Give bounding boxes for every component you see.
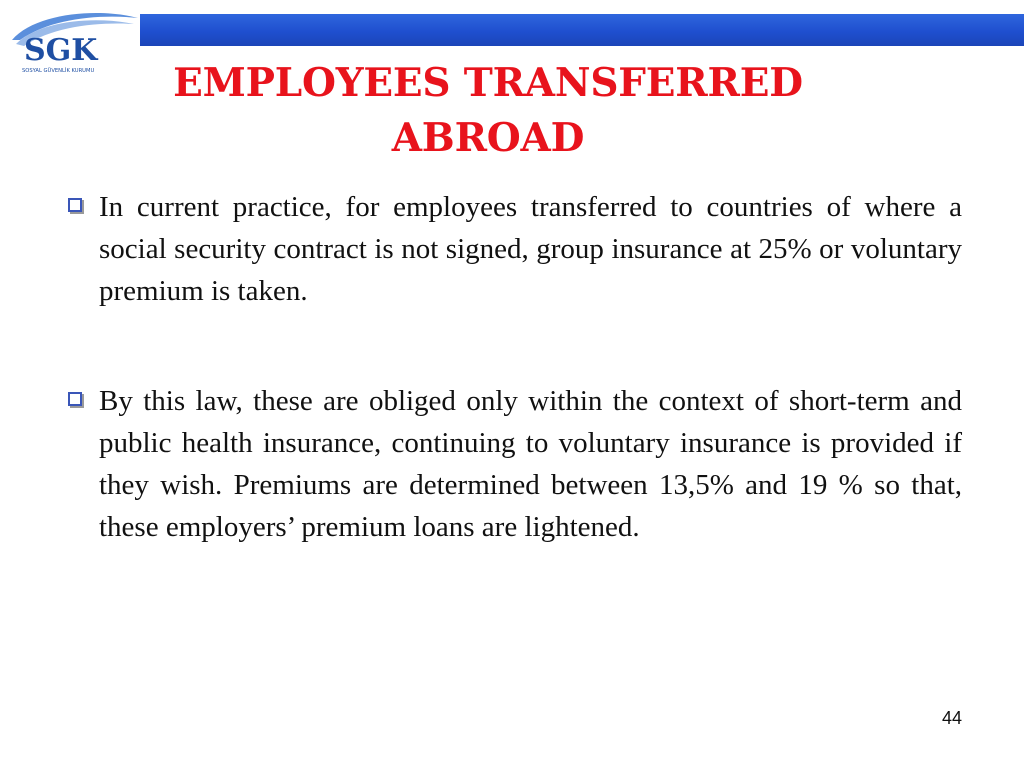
page-number: 44: [941, 708, 962, 728]
header-bar: [140, 14, 1024, 46]
bullet-item: [62, 380, 962, 548]
bullet-text: By this law, these are obliged only within the context of short-term and public health insurance, continuing to voluntary insurance is provided if they wish. Premiums are determined between 13,5% and 19 % so that, these employers’ premium loans are lightened.: [99, 385, 962, 543]
logo-subtitle: SOSYAL GÜVENLİK KURUMU: [22, 68, 95, 74]
bullet-list: [62, 186, 962, 548]
hollow-square-bullet-icon: [68, 392, 82, 406]
slide-title: [100, 56, 876, 166]
slide-title-line-2: ABROAD: [391, 115, 585, 161]
bullet-text: In current practice, for employees transferred to countries of where a social security contract is not signed, group insurance at 25% or voluntary premium is taken.: [99, 191, 962, 307]
hollow-square-bullet-icon: [68, 198, 82, 212]
logo-wordmark: SGK: [24, 33, 98, 68]
bullet-item: [62, 186, 962, 312]
slide-title-line-1: EMPLOYEES TRANSFERRED: [173, 60, 803, 106]
